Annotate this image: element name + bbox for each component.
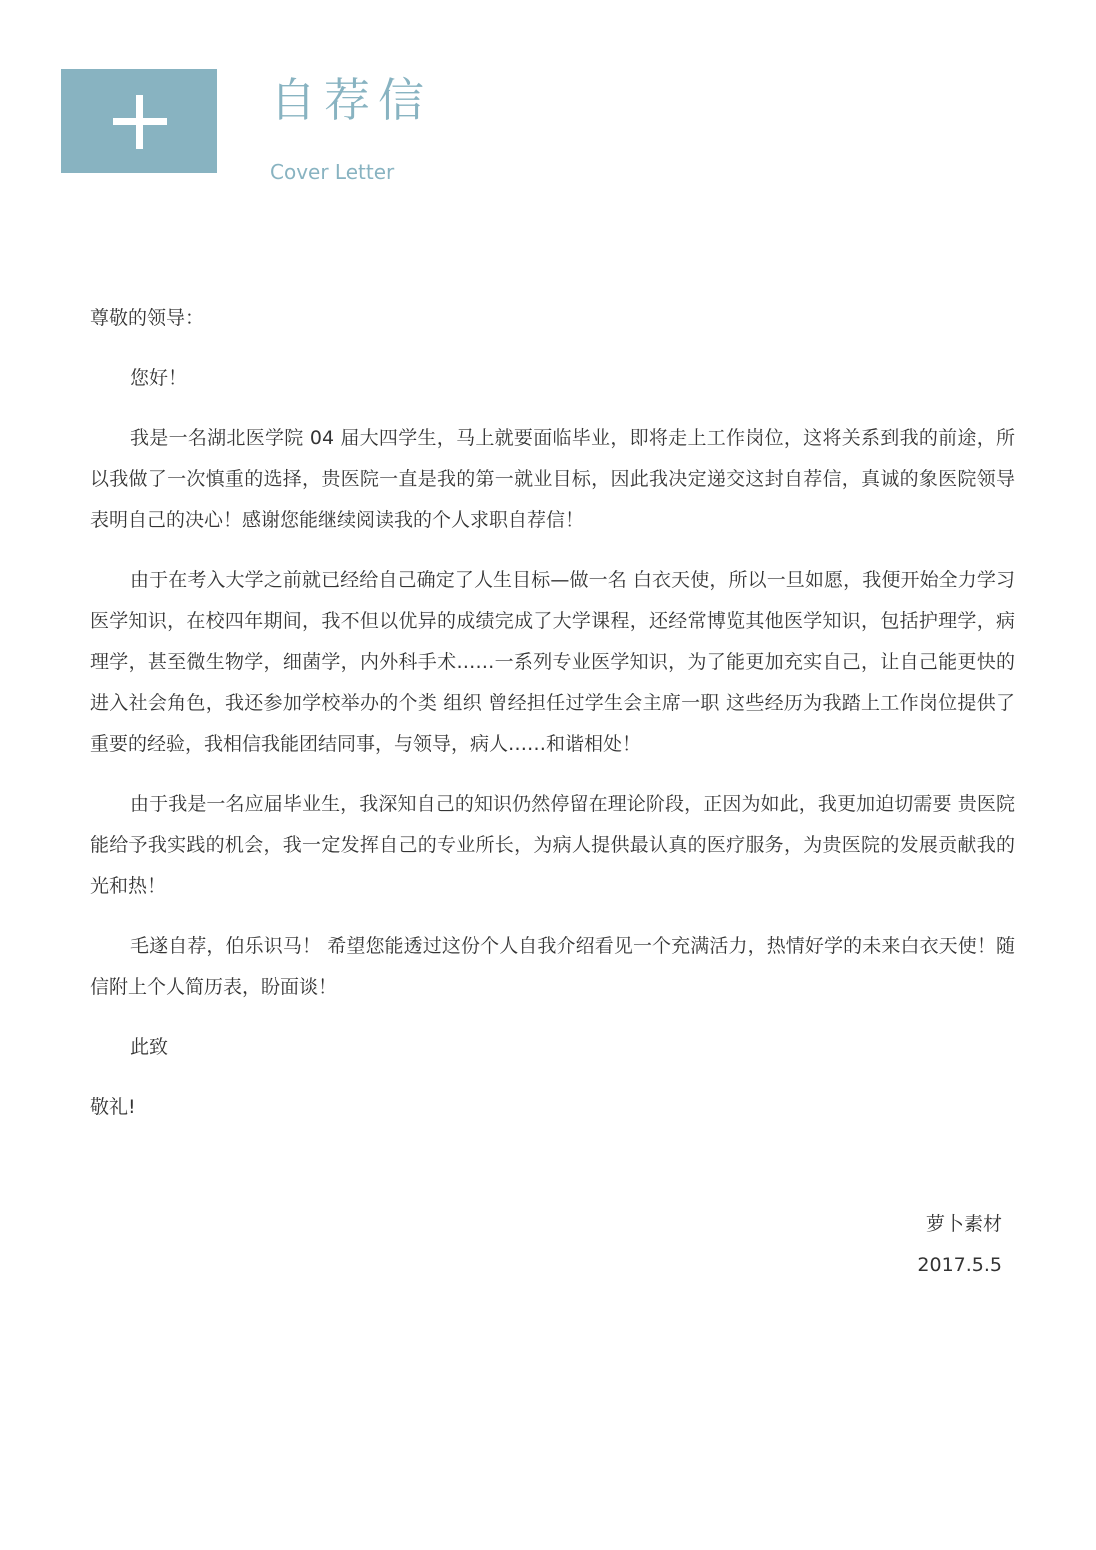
- greeting: 您好！: [130, 367, 188, 389]
- signature-block: [917, 1204, 1002, 1286]
- letter-body: [90, 298, 1015, 1147]
- logo-block: [61, 69, 217, 173]
- letter-paragraph: 由于我是一名应届毕业生，我深知自己的知识仍然停留在理论阶段，正因为如此，我更加迫切需要 贵医院能给予我实践的机会，我一定发挥自己的专业所长，为病人提供最认真的医疗服务，为贵医院的发展贡献我的光和热！: [90, 793, 1015, 897]
- closing-line: 此致: [130, 1036, 169, 1058]
- signature-name: 萝卜素材: [925, 1213, 1002, 1235]
- signature-date: 2017.5.5: [917, 1254, 1002, 1276]
- letter-paragraph: 由于在考入大学之前就已经给自己确定了人生目标—做一名 白衣天使，所以一旦如愿，我便开始全力学习医学知识，在校四年期间，我不但以优异的成绩完成了大学课程，还经常博览其他医学知识，包括护理学，病理学，甚至微生物学，细菌学，内外科手术……一系列专业医学知识，为了能更加充实自己，让自己能更快的进入社会角色，我还参加学校举办的个类 组织 曾经担任过学生会主席一职 这些经历为我踏上工作岗位提供了重要的经验，我相信我能团结同事，与领导，病人……和谐相处！: [90, 569, 1015, 755]
- letter-paragraph: 毛遂自荐，伯乐识马！ 希望您能透过这份个人自我介绍看见一个充满活力，热情好学的未来白衣天使！随信附上个人简历表，盼面谈！: [90, 935, 1015, 998]
- salutation: 尊敬的领导：: [90, 307, 205, 329]
- closing-salute: 敬礼!: [90, 1096, 136, 1118]
- letter-paragraph: 我是一名湖北医学院 04 届大四学生，马上就要面临毕业，即将走上工作岗位，这将关系到我的前途，所以我做了一次慎重的选择，贵医院一直是我的第一就业目标，因此我决定递交这封自荐信，真诚的象医院领导表明自己的决心！感谢您能继续阅读我的个人求职自荐信！: [90, 427, 1015, 531]
- page-subtitle: Cover Letter: [270, 160, 395, 184]
- page-title: 自荐信: [270, 73, 432, 127]
- plus-icon: [61, 69, 217, 173]
